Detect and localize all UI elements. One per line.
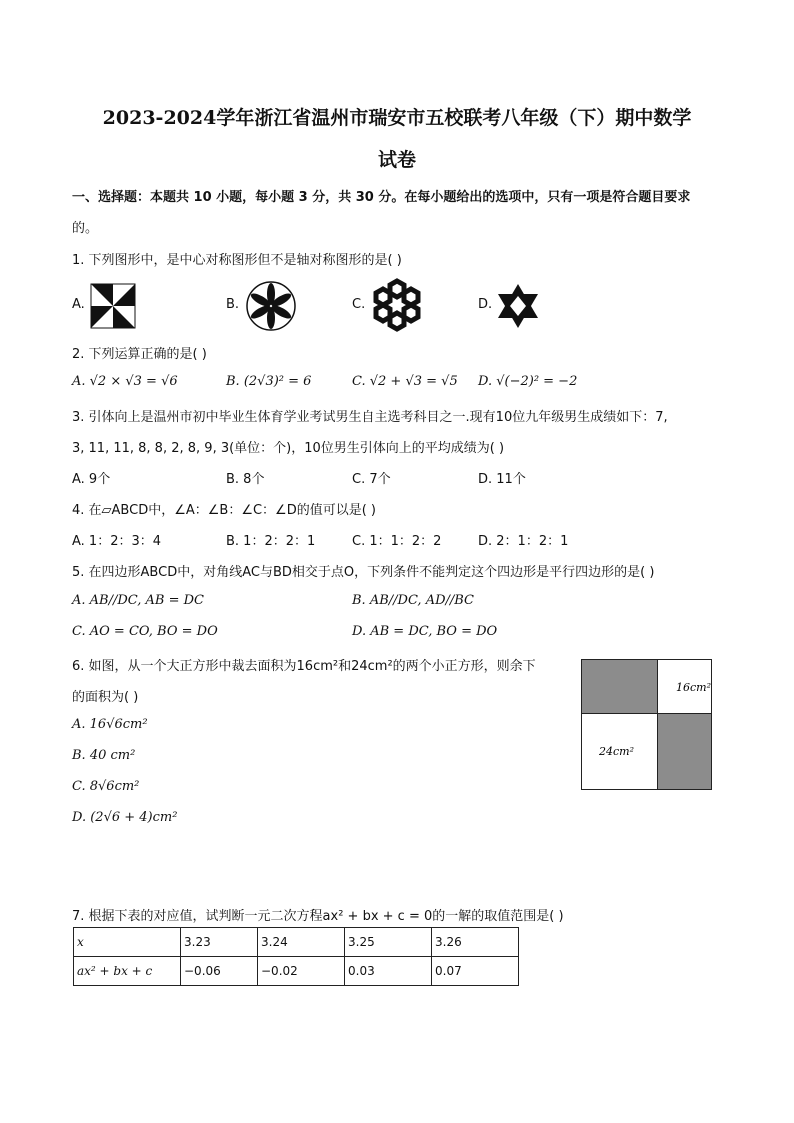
q5-stem: 5. 在四边形ABCD中，对角线AC与BD相交于点O，下列条件不能判定这个四边形是平行四边形的是( ) — [72, 565, 655, 580]
q4-option-b: B. 1：2：2：1 — [226, 534, 316, 549]
section-heading-cont: 的。 — [72, 221, 99, 236]
q3-stem-line1: 3. 引体向上是温州市初中毕业生体育学业考试男生自主选考科目之一.现有10位九年级男生成绩如下：7, — [72, 410, 668, 425]
section-heading: 一、选择题：本题共 10 小题，每小题 3 分，共 30 分。在每小题给出的选项中，只有一项是符合题目要求 — [72, 190, 691, 205]
q1-option-d: D. — [478, 297, 493, 312]
star-of-david-figure — [496, 282, 540, 330]
q4-option-a: A. 1：2：3：4 — [72, 534, 162, 549]
q3-option-d: D. 11个 — [478, 472, 526, 487]
q2-option-d: D. √(−2)² = −2 — [478, 374, 578, 389]
table-row — [74, 957, 519, 986]
square-cut-figure — [581, 659, 712, 790]
q1-option-c: C. — [352, 297, 366, 312]
q4-option-d: D. 2：1：2：1 — [478, 534, 569, 549]
q6-option-b: B. 40 cm² — [72, 748, 136, 763]
table-cell: −0.06 — [181, 957, 258, 986]
pinwheel-figure — [90, 283, 136, 329]
q2-option-b: B. (2√3)² = 6 — [226, 374, 312, 389]
q1-option-b: B. — [226, 297, 240, 312]
q6-option-d: D. (2√6 + 4)cm² — [72, 810, 178, 825]
table-cell: x — [74, 928, 181, 957]
q5-option-d: D. AB = DC, BO = DO — [352, 624, 498, 639]
table-cell: 3.24 — [258, 928, 345, 957]
q3-option-c: C. 7个 — [352, 472, 391, 487]
q2-stem: 2. 下列运算正确的是( ) — [72, 347, 207, 362]
q5-option-a: A. AB//DC, AB = DC — [72, 593, 204, 608]
q1-stem: 1. 下列图形中，是中心对称图形但不是轴对称图形的是( ) — [72, 253, 402, 268]
q3-stem-line2: 3, 11, 11, 8, 8, 2, 8, 9, 3(单位：个)，10位男生引体向上的平均成绩为( ) — [72, 441, 505, 456]
q1-option-a: A. — [72, 297, 85, 312]
value-table — [73, 927, 519, 986]
q6-stem-line2: 的面积为( ) — [72, 690, 139, 705]
q5-option-c: C. AO = CO, BO = DO — [72, 624, 218, 639]
q4-stem: 4. 在▱ABCD中，∠A：∠B：∠C：∠D的值可以是( ) — [72, 503, 376, 518]
table-cell: 3.23 — [181, 928, 258, 957]
hexagon-ring-figure — [368, 278, 426, 332]
table-cell: −0.02 — [258, 957, 345, 986]
table-cell: 0.03 — [345, 957, 432, 986]
paper-title-line1: 2023-2024学年浙江省温州市瑞安市五校联考八年级（下）期中数学 — [102, 107, 692, 129]
q6-stem-line1: 6. 如图，从一个大正方形中裁去面积为16cm²和24cm²的两个小正方形，则余下 — [72, 659, 536, 674]
q3-option-a: A. 9个 — [72, 472, 111, 487]
table-row — [74, 928, 519, 957]
table-cell: 3.26 — [432, 928, 519, 957]
table-cell: ax² + bx + c — [74, 957, 181, 986]
flower-circle-figure — [245, 280, 297, 332]
label-24cm2: 24cm² — [599, 745, 634, 758]
label-16cm2: 16cm² — [676, 681, 711, 694]
table-cell: 3.25 — [345, 928, 432, 957]
table-cell: 0.07 — [432, 957, 519, 986]
q2-option-a: A. √2 × √3 = √6 — [72, 374, 178, 389]
q2-option-c: C. √2 + √3 = √5 — [352, 374, 458, 389]
q6-option-a: A. 16√6cm² — [72, 717, 148, 732]
paper-title-line2: 试卷 — [377, 149, 416, 171]
q5-option-b: B. AB//DC, AD//BC — [352, 593, 475, 608]
q3-option-b: B. 8个 — [226, 472, 265, 487]
q7-stem: 7. 根据下表的对应值，试判断一元二次方程ax² + bx + c = 0的一解的取值范围是( ) — [72, 909, 564, 924]
q4-option-c: C. 1：1：2：2 — [352, 534, 442, 549]
q6-option-c: C. 8√6cm² — [72, 779, 140, 794]
